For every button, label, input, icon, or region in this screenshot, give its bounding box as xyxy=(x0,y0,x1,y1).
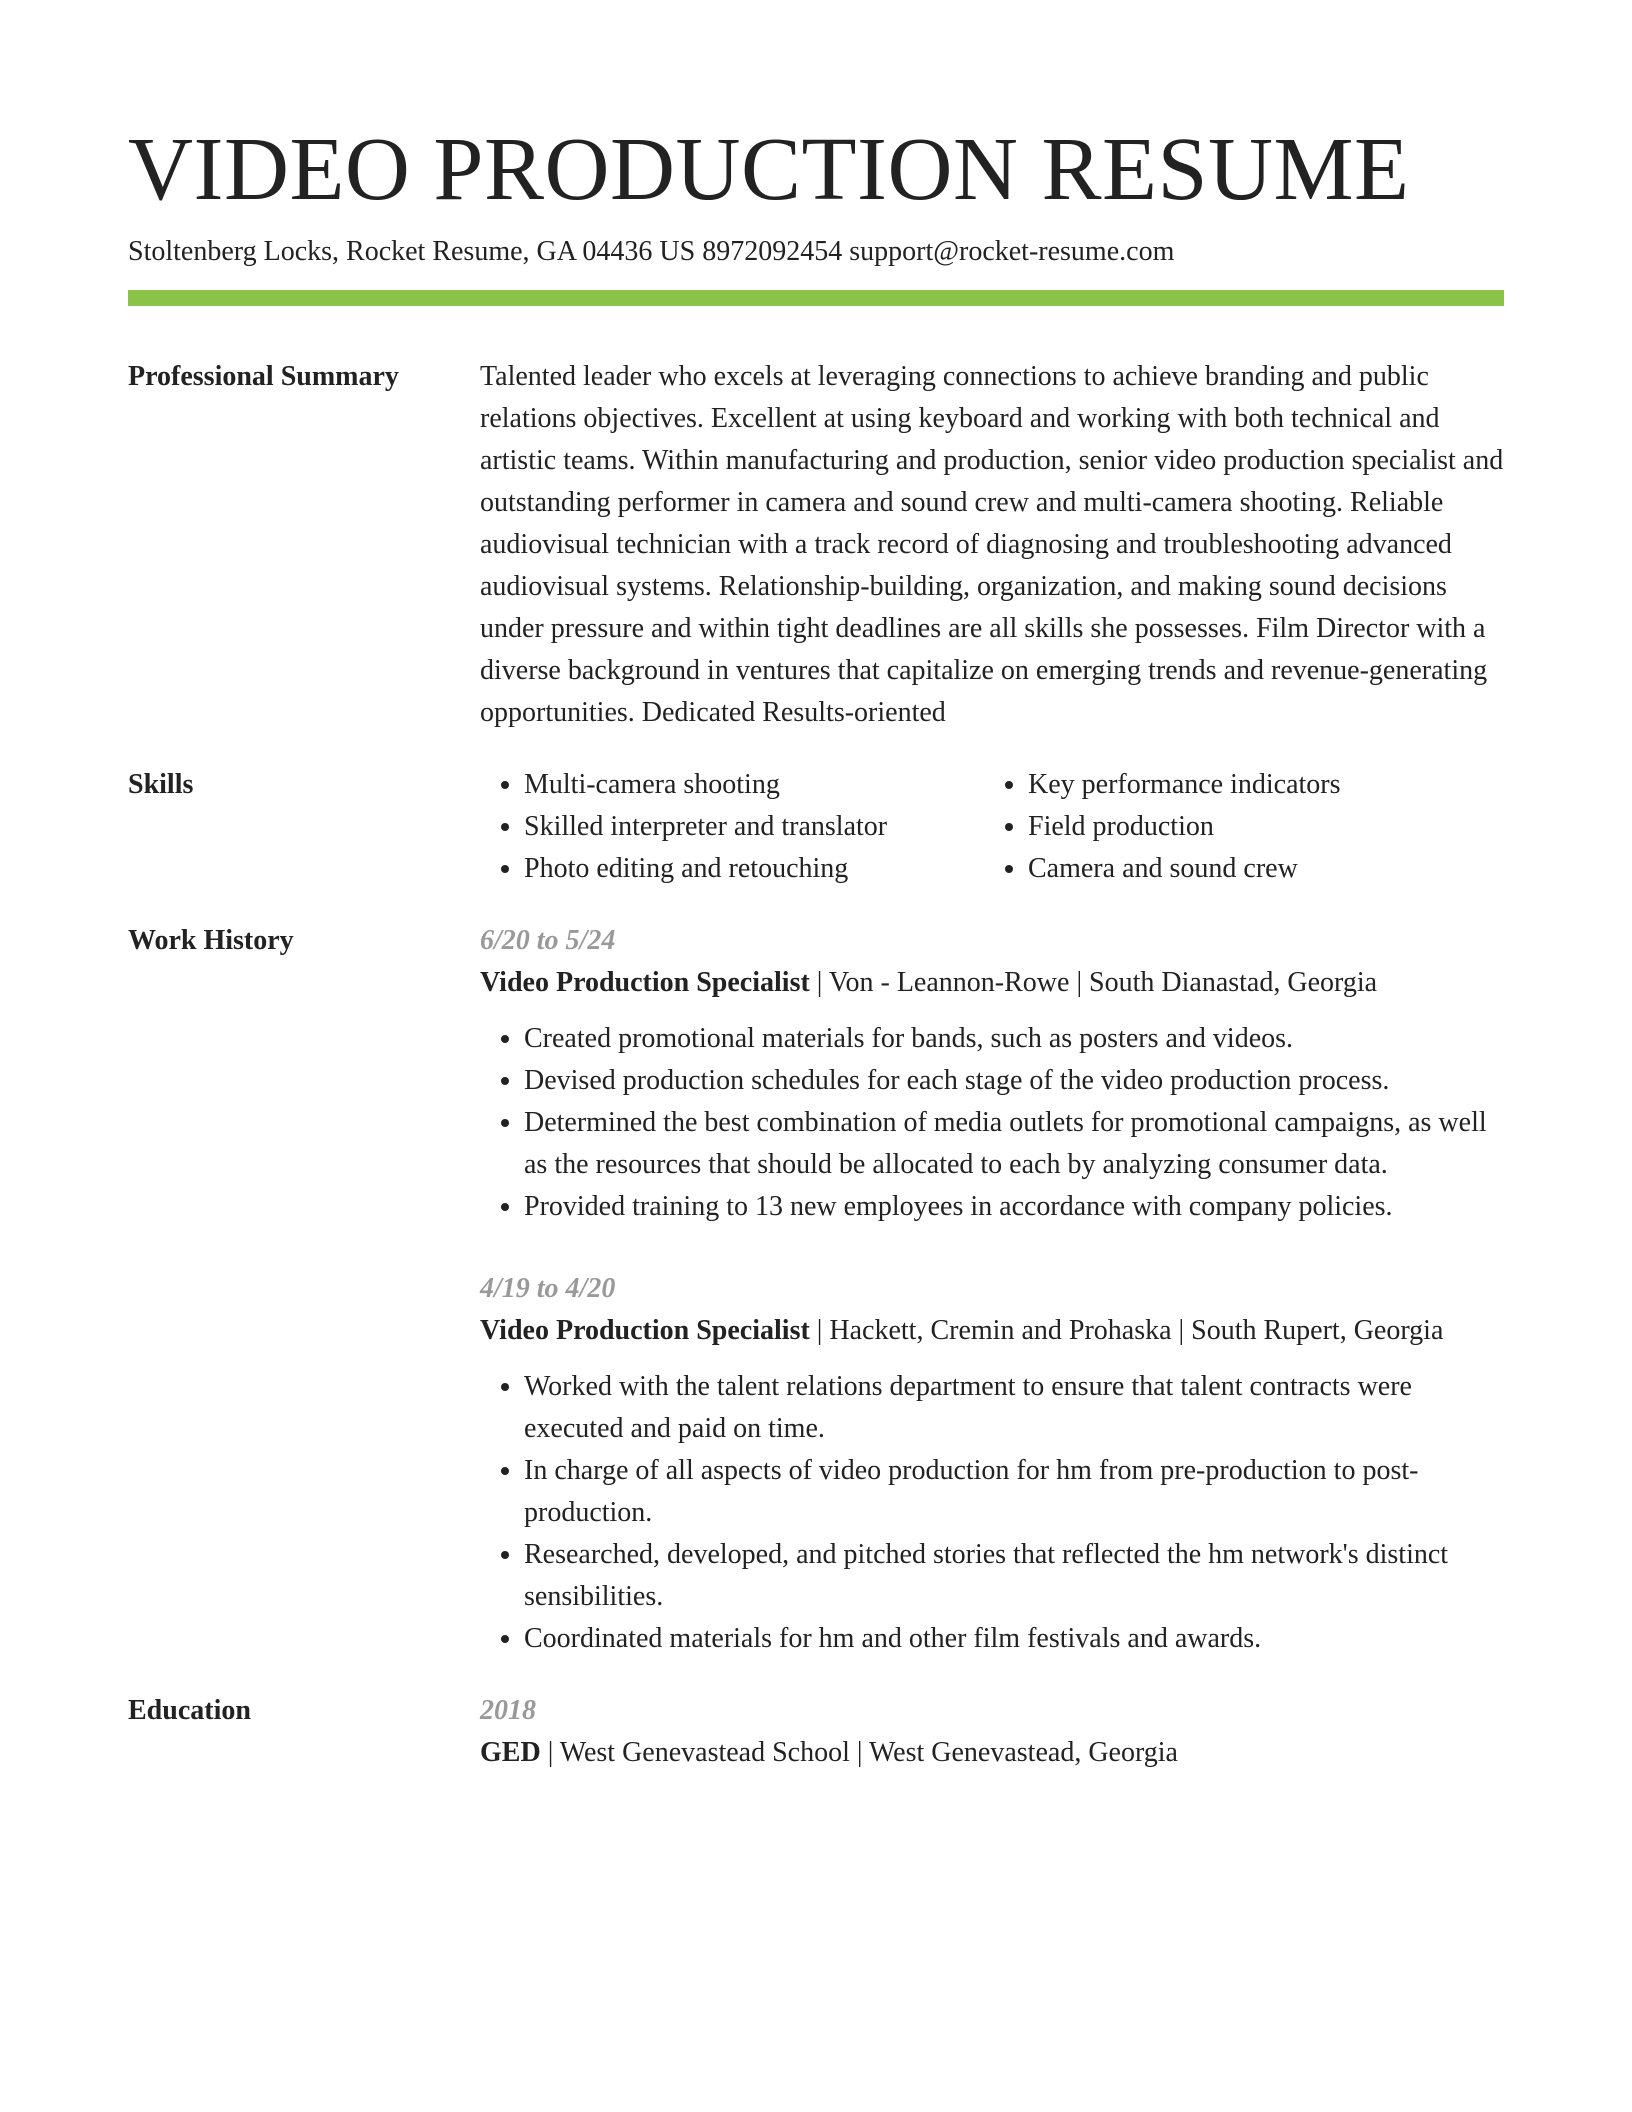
section-label-summary: Professional Summary xyxy=(128,361,399,392)
skill-item: • Field production xyxy=(1028,806,1488,848)
job-bullet: • In charge of all aspects of video production for hm from pre-production to post-production. xyxy=(524,1450,1504,1534)
job-employer-location: | Von - Leannon-Rowe | South Dianastad, Georgia xyxy=(809,967,1378,998)
job-bullet: • Worked with the talent relations department to ensure that talent contracts were executed and paid on time. xyxy=(524,1366,1504,1450)
skill-item: • Key performance indicators xyxy=(1028,764,1488,806)
skill-item: • Camera and sound crew xyxy=(1028,848,1488,890)
job-bullet: • Determined the best combination of media outlets for promotional campaigns, as well as the resources that should be allocated to each by analyzing consumer data. xyxy=(524,1102,1504,1186)
job-bullet: • Created promotional materials for bands, such as posters and videos. xyxy=(524,1018,1504,1060)
job-bullet: • Coordinated materials for hm and other film festivals and awards. xyxy=(524,1618,1504,1660)
section-label-education: Education xyxy=(128,1695,251,1726)
job-employer-location: | Hackett, Cremin and Prohaska | South Rupert, Georgia xyxy=(809,1315,1444,1346)
skill-item: • Multi-camera shooting xyxy=(524,764,984,806)
section-label-skills: Skills xyxy=(128,769,194,800)
job-dates: 6/20 to 5/24 xyxy=(480,925,616,956)
skills-column-1 xyxy=(480,764,984,890)
skills-column-2 xyxy=(984,764,1488,890)
job-heading xyxy=(480,962,1504,1004)
job-bullet: • Devised production schedules for each stage of the video production process. xyxy=(524,1060,1504,1102)
job-heading xyxy=(480,1310,1504,1352)
education-degree: GED xyxy=(480,1737,541,1768)
education-heading xyxy=(480,1732,1504,1774)
skill-item: • Skilled interpreter and translator xyxy=(524,806,984,848)
education-date: 2018 xyxy=(480,1695,536,1726)
job-entry xyxy=(480,920,1504,1228)
accent-divider xyxy=(128,290,1504,306)
job-title: Video Production Specialist xyxy=(480,1315,810,1346)
education-school-location: | West Genevastead School | West Genevastead, Georgia xyxy=(540,1737,1178,1768)
summary-section xyxy=(128,356,1504,734)
resume-title: VIDEO PRODUCTION RESUME xyxy=(128,120,1410,219)
resume-page xyxy=(128,118,1504,1774)
job-entry xyxy=(480,1268,1504,1660)
job-bullets xyxy=(480,1018,1504,1228)
job-bullet: • Provided training to 13 new employees in accordance with company policies. xyxy=(524,1186,1504,1228)
section-label-work: Work History xyxy=(128,925,294,956)
job-dates: 4/19 to 4/20 xyxy=(480,1273,616,1304)
summary-text: Talented leader who excels at leveraging connections to achieve branding and public relations objectives. Excellent at using keyboard and working with both technical and artistic teams. Within manufacturing and production, senior video production specialist and outstanding performer in camera and sound crew and multi-camera shooting. Reliable audiovisual technician with a track record of diagnosing and troubleshooting advanced audiovisual systems. Relationship-building, organization, and making sound decisions under pressure and within tight deadlines are all skills she possesses. Film Director with a diverse background in ventures that capitalize on emerging trends and revenue-generating opportunities. Dedicated Results-oriented xyxy=(480,361,1504,728)
work-history-section xyxy=(128,920,1504,1660)
job-bullet: • Researched, developed, and pitched stories that reflected the hm network's distinct sensibilities. xyxy=(524,1534,1504,1618)
contact-line: Stoltenberg Locks, Rocket Resume, GA 04436 US 8972092454 support@rocket-resume.com xyxy=(128,236,1175,267)
skills-section xyxy=(128,764,1504,890)
job-title: Video Production Specialist xyxy=(480,967,810,998)
education-section xyxy=(128,1690,1504,1774)
skill-item: • Photo editing and retouching xyxy=(524,848,984,890)
job-bullets xyxy=(480,1366,1504,1660)
